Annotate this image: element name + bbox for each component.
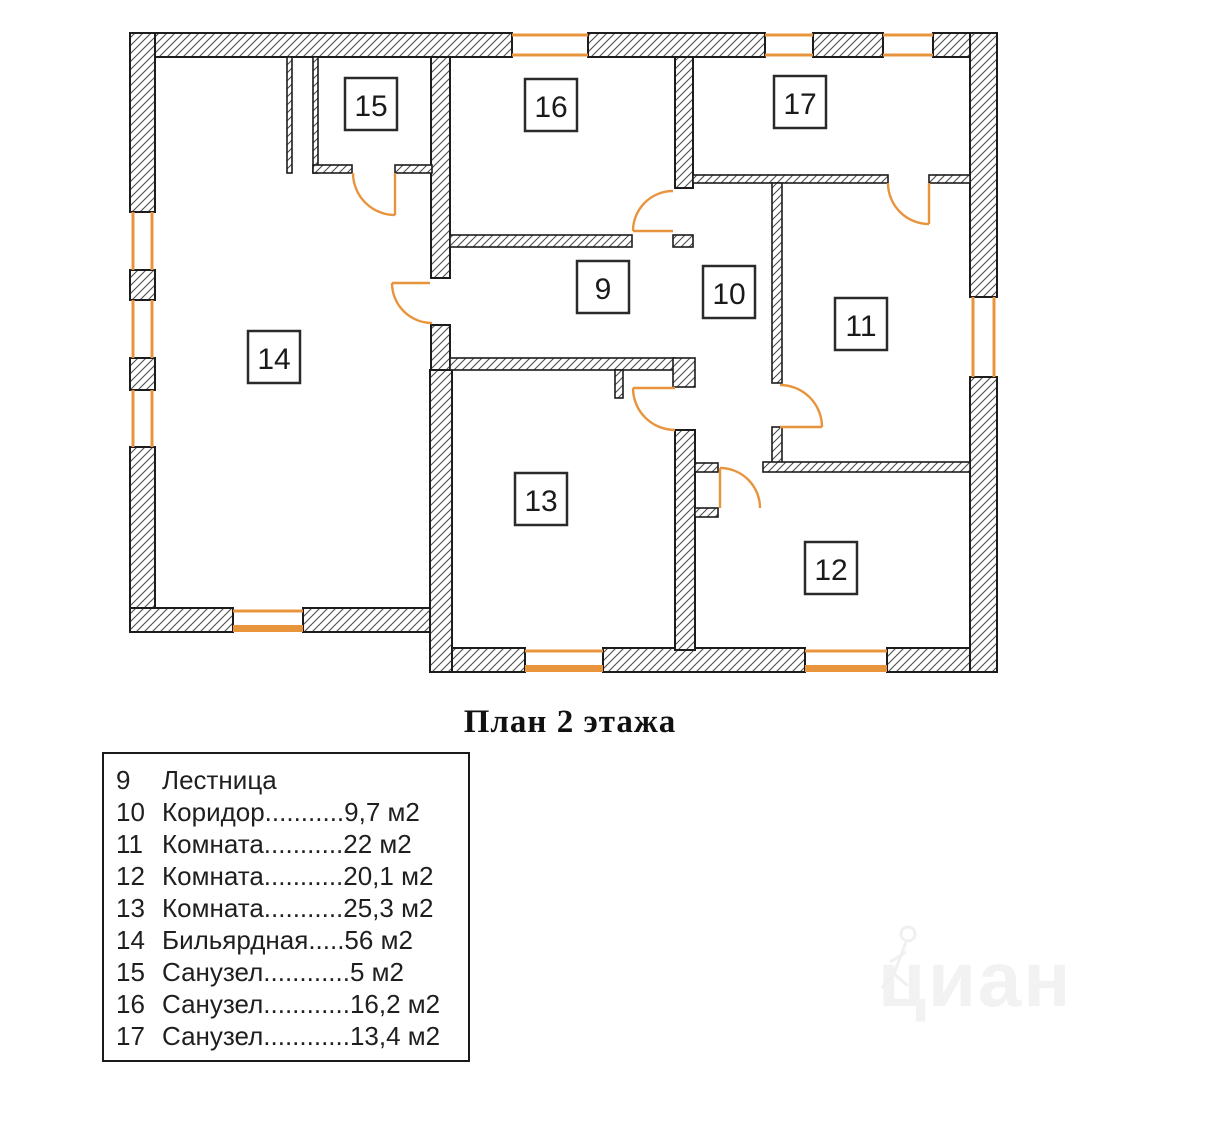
svg-text:9: 9 xyxy=(594,273,612,306)
svg-text:17: 17 xyxy=(783,88,817,121)
room-label-10 xyxy=(703,266,755,318)
legend-row-16 xyxy=(116,988,468,1020)
plan-title: План 2 этажа xyxy=(463,704,677,740)
svg-text:16: 16 xyxy=(534,91,568,124)
legend-room-number: 14 xyxy=(116,924,145,955)
legend-room-entry: Комната...........20,1 м2 xyxy=(162,860,434,891)
legend-row-9 xyxy=(116,764,468,796)
svg-text:11: 11 xyxy=(845,310,877,343)
legend-row-15 xyxy=(116,956,468,988)
legend-room-number: 10 xyxy=(116,796,145,827)
legend-room-number: 15 xyxy=(116,956,145,987)
svg-text:14: 14 xyxy=(257,343,291,376)
room-label-13 xyxy=(515,473,567,525)
legend-rows xyxy=(116,764,468,1052)
room-label-14 xyxy=(248,331,300,383)
svg-text:13: 13 xyxy=(524,485,558,518)
legend-room-entry: Комната...........22 м2 xyxy=(162,828,412,859)
legend-room-entry: Комната...........25,3 м2 xyxy=(162,892,434,923)
legend-room-number: 16 xyxy=(116,988,145,1019)
legend-row-10 xyxy=(116,796,468,828)
room-label-11 xyxy=(835,298,887,350)
legend-box xyxy=(102,752,470,1062)
room-label-17 xyxy=(774,76,826,128)
legend-row-11 xyxy=(116,828,468,860)
svg-text:10: 10 xyxy=(712,278,746,311)
legend-room-number: 12 xyxy=(116,860,145,891)
legend-room-number: 17 xyxy=(116,1020,145,1051)
legend-row-17 xyxy=(116,1020,468,1052)
cian-logo-icon xyxy=(878,922,926,1002)
legend-room-entry: Лестница xyxy=(162,764,277,795)
room-label-16 xyxy=(525,79,577,131)
room-label-9 xyxy=(577,261,629,313)
svg-text:12: 12 xyxy=(814,554,848,587)
room-labels-layer xyxy=(248,76,887,594)
legend-room-number: 11 xyxy=(116,828,143,859)
legend-room-entry: Санузел............5 м2 xyxy=(162,956,404,987)
svg-text:15: 15 xyxy=(354,90,388,123)
legend-row-14 xyxy=(116,924,468,956)
legend-room-entry: Санузел............13,4 м2 xyxy=(162,1020,441,1051)
legend-room-entry: Бильярдная.....56 м2 xyxy=(162,924,413,955)
legend-room-entry: Коридор...........9,7 м2 xyxy=(162,796,420,827)
legend-row-12 xyxy=(116,860,468,892)
legend-room-number: 13 xyxy=(116,892,145,923)
room-label-15 xyxy=(345,78,397,130)
cian-watermark-text: циан xyxy=(878,935,1073,1023)
legend-room-number: 9 xyxy=(116,764,131,795)
legend-room-entry: Санузел............16,2 м2 xyxy=(162,988,441,1019)
legend-row-13 xyxy=(116,892,468,924)
cian-watermark xyxy=(878,922,1073,1023)
room-label-12 xyxy=(805,542,857,594)
